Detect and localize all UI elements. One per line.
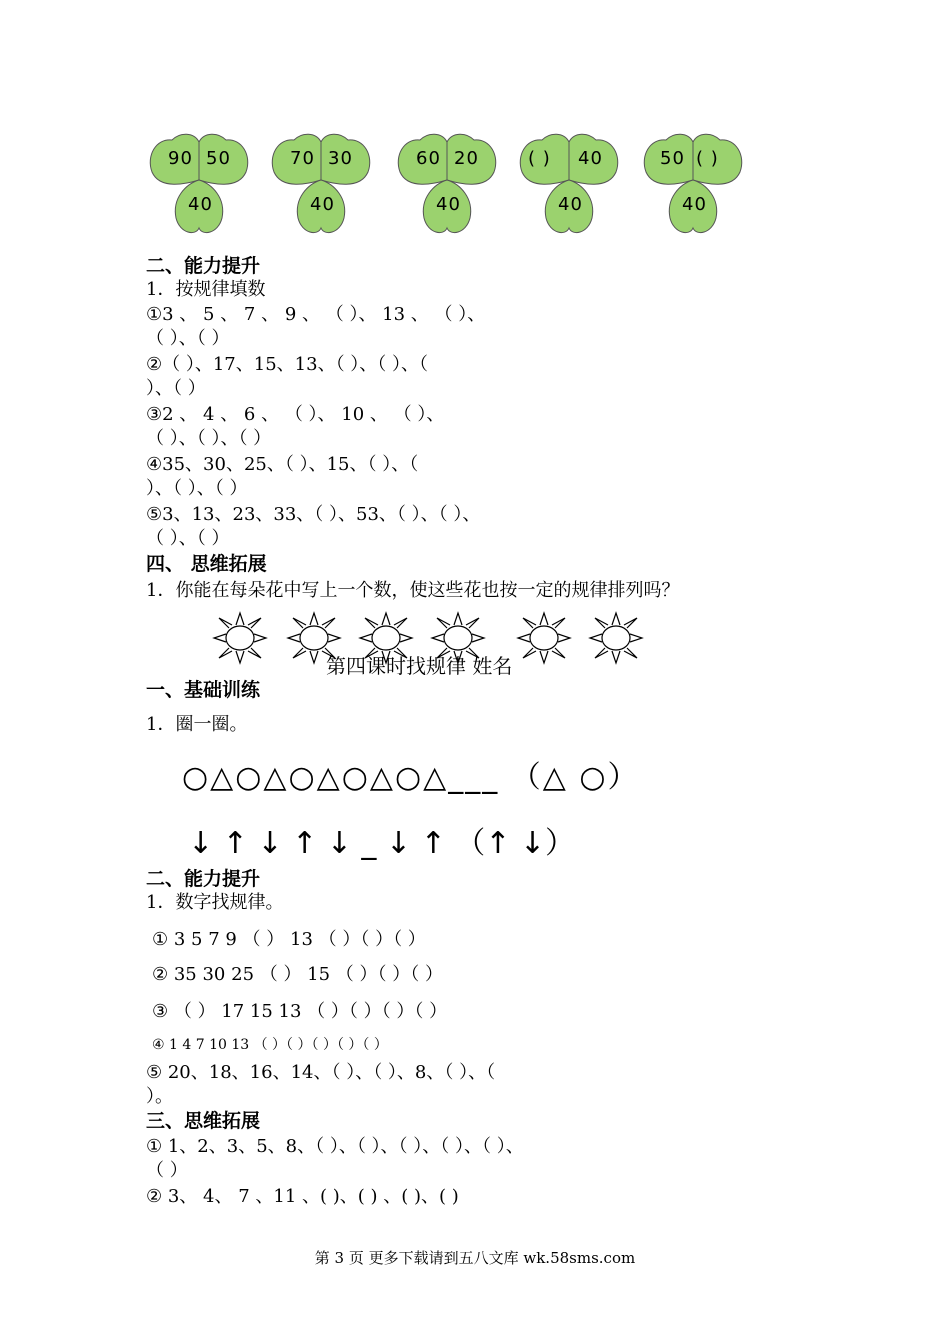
- clover-bottom-number: 40: [558, 194, 583, 215]
- sequence-line: ③2 、 4 、 6 、 （ ）、 10 、 （ ）、: [146, 404, 445, 425]
- clover-3: [394, 128, 500, 240]
- clover-1: [146, 128, 252, 240]
- question-title: 1．数字找规律。: [146, 892, 284, 913]
- sun-flower-icon: [516, 610, 572, 666]
- clover-right-number: 30: [328, 148, 353, 169]
- section-heading: 四、 思维拓展: [146, 553, 267, 575]
- page-footer: 第 3 页 更多下载请到五八文库 wk.58sms.com: [314, 1249, 636, 1267]
- sequence-line: ⑤3、13、23、33、（ ）、53、（ ）、（ ）、: [146, 504, 481, 525]
- clover-right-number: 20: [454, 148, 479, 169]
- arrow-pattern: ↓ ↑ ↓ ↑ ↓ _ ↓ ↑ （↑ ↓）: [188, 826, 576, 861]
- sequence-line: ）。: [146, 1086, 173, 1107]
- clover-right-number: 50: [206, 148, 231, 169]
- question-title: 1．圈一圈。: [146, 714, 248, 735]
- clover-bottom-number: 40: [682, 194, 707, 215]
- question-title: 1．按规律填数: [146, 279, 266, 300]
- clover-2: [268, 128, 374, 240]
- clover-left-number: ( ): [528, 148, 551, 169]
- clover-4: [516, 128, 622, 240]
- clover-leaves: [516, 128, 622, 240]
- sequence-line: （ ）、（ ）: [146, 328, 230, 349]
- clover-bottom-number: 40: [310, 194, 335, 215]
- sequence-line: ② 3、 4、 7 、11 、( )、( ) 、( )、( ): [146, 1186, 459, 1207]
- clover-right-number: 40: [578, 148, 603, 169]
- lesson-title: 第四课时找规律 姓名: [326, 654, 513, 678]
- clover-left-number: 90: [168, 148, 193, 169]
- clover-leaves: [640, 128, 746, 240]
- section-heading: 二、能力提升: [146, 255, 261, 277]
- clover-left-number: 70: [290, 148, 315, 169]
- sequence-line: （ ）: [146, 1160, 188, 1181]
- sequence-line: ② 35 30 25 （ ） 15 （ ）（ ）（ ）: [152, 964, 443, 985]
- clover-left-number: 50: [660, 148, 685, 169]
- question-title: 1．你能在每朵花中写上一个数，使这些花也按一定的规律排列吗？: [146, 580, 680, 601]
- sun-flower-icon: [212, 610, 268, 666]
- clover-bottom-number: 40: [436, 194, 461, 215]
- section-heading: 二、能力提升: [146, 868, 261, 890]
- clover-left-number: 60: [416, 148, 441, 169]
- clover-bottom-number: 40: [188, 194, 213, 215]
- sequence-line: ）、（ ）、（ ）: [146, 478, 248, 499]
- sequence-line: ⑤ 20、18、16、14、（ ）、（ ）、8、（ ）、（: [146, 1062, 496, 1083]
- clover-row: [146, 128, 786, 240]
- clover-leaves: [146, 128, 252, 240]
- sequence-line: ②（ ）、17、15、13、（ ）、（ ）、（: [146, 354, 429, 375]
- section-heading: 三、思维拓展: [146, 1110, 261, 1132]
- clover-leaves: [394, 128, 500, 240]
- sequence-line: ④35、30、25、（ ）、15、（ ）、（: [146, 454, 419, 475]
- shape-pattern: ○△○△○△○△○△___ （△ ○）: [182, 760, 640, 795]
- sequence-line: ① 3 5 7 9 （ ） 13 （ ）（ ）（ ）: [152, 929, 426, 950]
- sequence-line: （ ）、（ ）: [146, 528, 230, 549]
- sequence-line: ③ （ ） 17 15 13 （ ）（ ）（ ）（ ）: [152, 1001, 448, 1022]
- sequence-line: ① 1、2、3、5、8、（ ）、（ ）、（ ）、（ ）、（ ）、: [146, 1136, 524, 1157]
- sun-flower-icon: [588, 610, 644, 666]
- sequence-line: ④ 1 4 7 10 13 （ ）（ ）（ ）（ ）（ ）: [152, 1037, 388, 1053]
- clover-5: [640, 128, 746, 240]
- section-heading: 一、基础训练: [146, 679, 261, 701]
- clover-leaves: [268, 128, 374, 240]
- sequence-line: （ ）、（ ）、（ ）: [146, 428, 272, 449]
- sequence-line: ①3 、 5 、 7 、 9 、 （ ）、 13 、 （ ）、: [146, 304, 486, 325]
- sequence-line: ）、（ ）: [146, 378, 206, 399]
- clover-right-number: ( ): [696, 148, 719, 169]
